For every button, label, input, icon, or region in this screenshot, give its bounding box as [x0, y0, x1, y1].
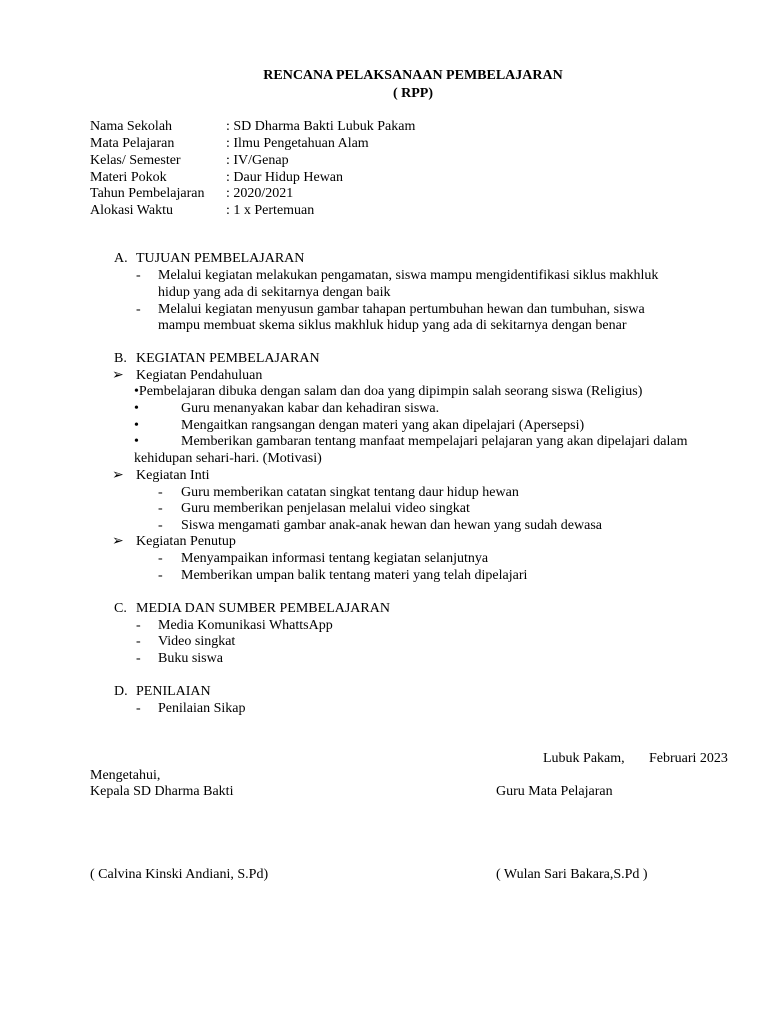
info-label: Nama Sekolah — [90, 119, 173, 134]
subsection-heading: Kegiatan Inti — [136, 468, 210, 483]
section-letter: D. — [114, 684, 128, 699]
list-item: Buku siswa — [158, 651, 223, 666]
list-item: Guru memberikan penjelasan melalui video singkat — [181, 501, 470, 516]
list-item: Penilaian Sikap — [158, 701, 246, 716]
dash-marker: - — [158, 518, 163, 533]
arrow-bullet-icon: ➢ — [112, 368, 124, 383]
dash-marker: - — [158, 568, 163, 583]
arrow-bullet-icon: ➢ — [112, 468, 124, 483]
section-heading: PENILAIAN — [136, 684, 211, 699]
info-value: : IV/Genap — [226, 153, 289, 168]
subsection-heading: Kegiatan Pendahuluan — [136, 368, 263, 383]
list-item: Media Komunikasi WhattsApp — [158, 618, 333, 633]
dash-marker: - — [136, 618, 141, 633]
list-item: Menyampaikan informasi tentang kegiatan selanjutnya — [181, 551, 489, 566]
dash-marker: - — [158, 501, 163, 516]
bullet-icon: • — [134, 418, 139, 433]
teacher-name: ( Wulan Sari Bakara,S.Pd ) — [496, 867, 648, 882]
info-label: Tahun Pembelajaran — [90, 186, 205, 201]
dash-marker: - — [136, 701, 141, 716]
list-item: Melalui kegiatan melakukan pengamatan, siswa mampu mengidentifikasi siklus makhluk — [158, 268, 659, 283]
principal-name: ( Calvina Kinski Andiani, S.Pd) — [90, 867, 269, 882]
info-value: : Ilmu Pengetahuan Alam — [226, 136, 369, 151]
info-label: Alokasi Waktu — [90, 203, 173, 218]
info-value: : SD Dharma Bakti Lubuk Pakam — [226, 119, 416, 134]
section-letter: C. — [114, 601, 127, 616]
list-item-continuation: kehidupan sehari-hari. (Motivasi) — [134, 451, 322, 466]
list-item: Guru menanyakan kabar dan kehadiran siswa. — [181, 401, 440, 416]
list-item: Siswa mengamati gambar anak-anak hewan dan hewan yang sudah dewasa — [181, 518, 603, 533]
arrow-bullet-icon: ➢ — [112, 534, 124, 549]
section-heading: TUJUAN PEMBELAJARAN — [136, 251, 305, 266]
dash-marker: - — [158, 485, 163, 500]
info-label: Kelas/ Semester — [90, 153, 181, 168]
list-item: Memberikan umpan balik tentang materi yang telah dipelajari — [181, 568, 528, 583]
bullet-icon: • — [134, 401, 139, 416]
dash-marker: - — [136, 268, 141, 283]
teacher-role: Guru Mata Pelajaran — [496, 784, 613, 799]
document-subtitle: ( RPP) — [392, 86, 434, 101]
bullet-icon: • — [134, 434, 139, 449]
list-item-continuation: mampu membuat skema siklus makhluk hidup yang ada di sekitarnya dengan benar — [158, 318, 627, 333]
dash-marker: - — [158, 551, 163, 566]
list-item: •Pembelajaran dibuka dengan salam dan doa yang dipimpin salah seorang siswa (Religius) — [134, 384, 643, 399]
list-item: Mengaitkan rangsangan dengan materi yang akan dipelajari (Apersepsi) — [181, 418, 585, 433]
list-item: Guru memberikan catatan singkat tentang daur hidup hewan — [181, 485, 519, 500]
list-item: Memberikan gambaran tentang manfaat mempelajari pelajaran yang akan dipelajari dalam — [181, 434, 688, 449]
dash-marker: - — [136, 634, 141, 649]
list-item: Video singkat — [158, 634, 236, 649]
info-label: Materi Pokok — [90, 170, 167, 185]
section-letter: A. — [114, 251, 128, 266]
info-value: : 1 x Pertemuan — [226, 203, 315, 218]
dash-marker: - — [136, 651, 141, 666]
list-item: Melalui kegiatan menyusun gambar tahapan pertumbuhan hewan dan tumbuhan, siswa — [158, 302, 645, 317]
section-letter: B. — [114, 351, 127, 366]
signature-date: Februari 2023 — [649, 751, 728, 766]
section-heading: KEGIATAN PEMBELAJARAN — [136, 351, 320, 366]
signature-place: Lubuk Pakam, — [543, 751, 625, 766]
principal-role: Kepala SD Dharma Bakti — [90, 784, 234, 799]
list-item-continuation: hidup yang ada di sekitarnya dengan baik — [158, 285, 391, 300]
subsection-heading: Kegiatan Penutup — [136, 534, 236, 549]
info-value: : 2020/2021 — [226, 186, 294, 201]
acknowledged-label: Mengetahui, — [90, 768, 161, 783]
info-value: : Daur Hidup Hewan — [226, 170, 344, 185]
section-heading: MEDIA DAN SUMBER PEMBELAJARAN — [136, 601, 390, 616]
document-title: RENCANA PELAKSANAAN PEMBELAJARAN — [263, 68, 563, 83]
info-label: Mata Pelajaran — [90, 136, 175, 151]
dash-marker: - — [136, 302, 141, 317]
